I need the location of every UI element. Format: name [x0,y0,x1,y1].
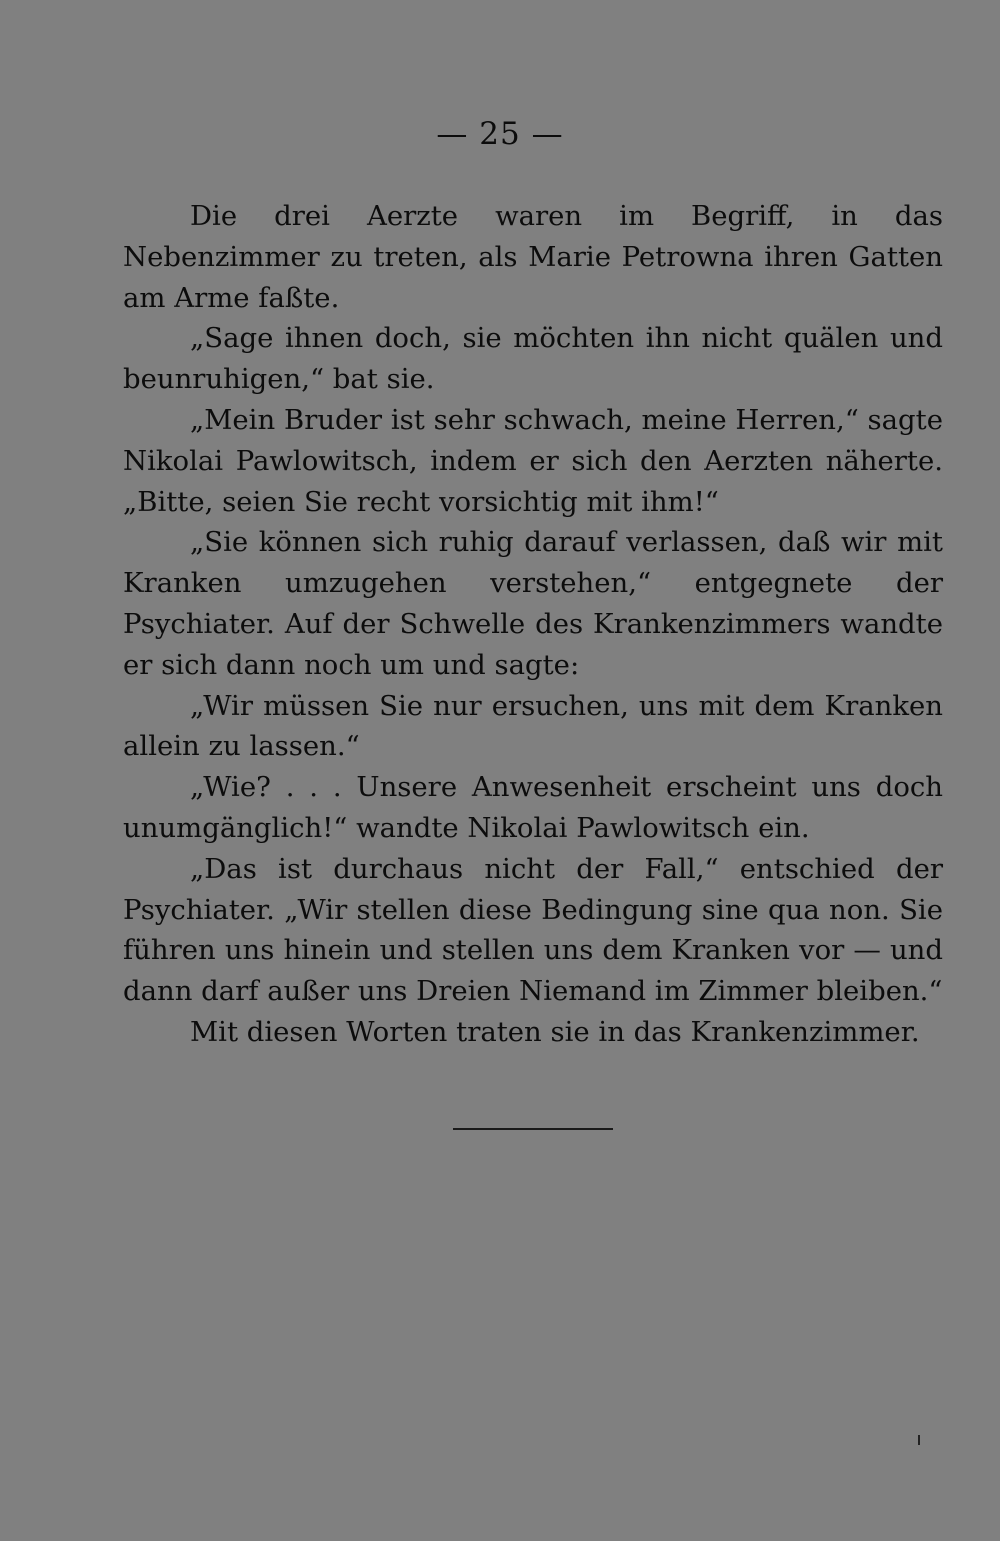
paragraph: Mit diesen Worten traten sie in das Krankenzimmer. [190,1015,920,1048]
chapter-end-rule [453,1128,613,1130]
paragraph: „Wie? . . . Unsere Anwesenheit erscheint uns doch unumgänglich!“ wandte Nikolai Pawlowitsch ein. [123,771,943,844]
print-speck [918,1435,920,1445]
paragraph: „Wir müssen Sie nur ersuchen, uns mit dem Kranken allein zu lassen.“ [123,689,943,763]
paragraph: „Sie können sich ruhig darauf verlassen, daß wir mit Kranken umzugehen verstehen,“ entgegnete der Psychiater. Auf der Schwelle des Krankenzimmers wandte er sich dann noch um und sagte: [123,526,943,681]
page-number: — 25 — [436,116,564,152]
paragraph: „Sage ihnen doch, sie möchten ihn nicht quälen und beunruhigen,“ bat sie. [123,322,943,396]
body-text [123,196,943,1053]
paragraph: „Mein Bruder ist sehr schwach, meine Herren,“ sagte Nikolai Pawlowitsch, indem er sich den Aerzten näherte. „Bitte, seien Sie recht vorsichtig mit ihm!“ [123,403,943,518]
paragraph: Die drei Aerzte waren im Begriff, in das Nebenzimmer zu treten, als Marie Petrowna ihren Gatten am Arme faßte. [123,200,943,314]
paragraph: „Das ist durchaus nicht der Fall,“ entschied der Psychiater. „Wir stellen diese Bedingung sine qua non. Sie führen uns hinein und stellen uns dem Kranken vor — und dann darf außer uns Dreien Niemand im Zimmer bleiben.“ [123,852,943,1008]
